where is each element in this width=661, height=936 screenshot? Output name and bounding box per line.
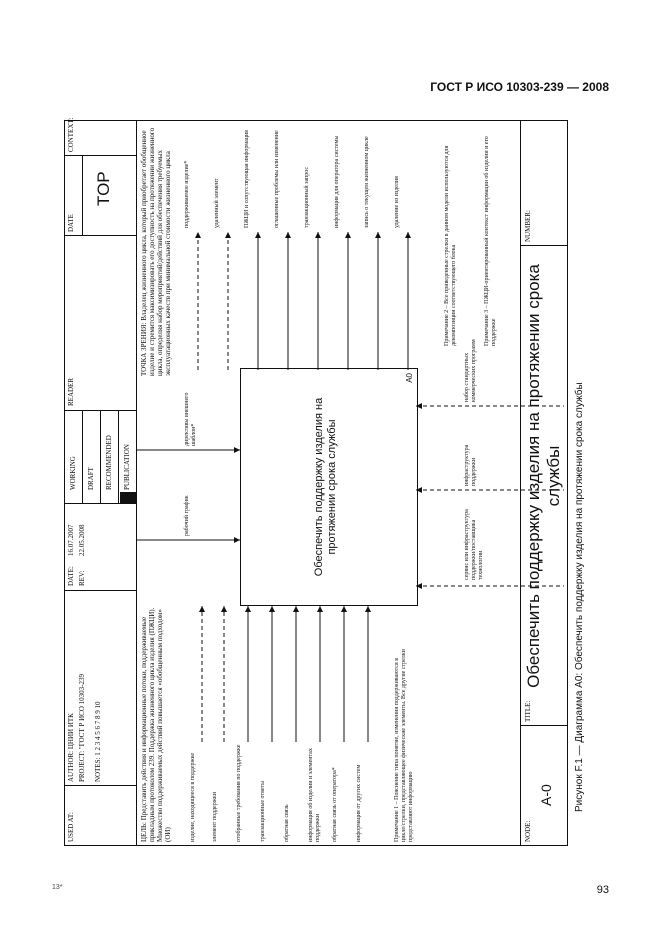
activity-number: А0 — [405, 373, 414, 383]
control-label: директивы внешнего шаблон* — [184, 392, 197, 446]
output-label: ПЖЦИ и сопутствующая информация — [244, 130, 250, 228]
context-top: TOP — [94, 171, 113, 206]
rev-label: REV: — [78, 570, 86, 586]
number-label: NUMBER: — [524, 210, 532, 242]
used-at-label: USED AT: — [67, 812, 75, 842]
page-mark: 13* — [52, 884, 63, 891]
output-label: информация для оператора системы — [334, 135, 340, 228]
standard-header: ГОСТ Р ИСО 10303-239 — 2008 — [430, 80, 609, 94]
control-label: рабочий график — [184, 495, 190, 536]
output-label: удаленный элемент — [214, 178, 220, 228]
date-label: DATE: — [67, 566, 75, 586]
status-draft: DRAFT — [87, 467, 95, 490]
title-divider — [520, 245, 568, 246]
node-label: NODE: — [524, 820, 532, 842]
status-publication: PUBLICATION — [123, 444, 131, 490]
reader-label: READER — [67, 378, 75, 406]
status-recommended: RECOMMENDED — [105, 435, 113, 490]
date-value: 16.07.2007 — [67, 524, 75, 556]
viewpoint-text: ТОЧКА ЗРЕНИЯ: Владелец жизненного цикла, который приобретает обобщенное изделие и стремится максимизировать его доступность на протяжении жизненного цикла, определяя набор мероприятий/действий для обеспечения требуемых эксплуатационных качеств при минимальной стоимости жизненного цикла — [140, 127, 172, 376]
node-value: А-0 — [538, 784, 554, 806]
input-label: изделие, находящееся в поддержке — [190, 752, 196, 842]
output-label: поддерживаемое изделие* — [184, 160, 190, 228]
project-field: PROJECT: "ГОСТ Р ИСО 10303-239 — [78, 674, 86, 782]
figure-caption: Рисунок F.1 — Диаграмма А0: Обеспечить поддержку изделия на протяжении срока службы — [574, 382, 585, 812]
input-label: информация об изделии и элементах поддержки — [308, 748, 321, 842]
note-3: Примечание 3 – ПЖЦИ-ориентированный контекст информации об изделии и его поддержке — [484, 136, 497, 346]
footer-divider — [520, 120, 521, 846]
input-label: транзакционные ответы — [260, 780, 266, 842]
input-label: информация от других систем — [356, 764, 362, 842]
page-number: 93 — [596, 884, 609, 896]
output-label: оглашенные проблемы или изменение — [274, 130, 280, 228]
author-field: AUTHOR: ЦНИИ ИТК — [67, 713, 75, 782]
node-divider — [520, 725, 568, 726]
activity-title: Обеспечить поддержку изделия на протяжении срока службы — [313, 397, 338, 577]
input-label: обратная связь — [284, 804, 290, 842]
idef0-diagram-sheet — [64, 117, 568, 846]
status-working: WORKING — [69, 456, 77, 490]
note-2: Примечание 2 – Все приведенные стрелки в данном модели используются для декомпозиции соответствующего блока — [444, 145, 457, 346]
input-label: обратная связь от оператора* — [332, 767, 338, 842]
footer-title: Обеспечить поддержку изделия на протяжении срока службы — [524, 264, 563, 688]
mechanism-label: инфраструктура поддержки — [464, 444, 477, 486]
output-label: запись о текущем жизненном цикле — [364, 136, 370, 228]
output-label: удаление из изделия — [394, 176, 400, 228]
output-label: транзакционный запрос — [304, 166, 310, 228]
rev-value: 22.05.2008 — [78, 524, 86, 556]
note-1: Примечание 1 – Пояснение типа понятие, изменения поддерживаются в цикле/стрелки, представляющее физические элементы. Все другие стрелки представляют информацию — [394, 649, 414, 842]
mechanism-label: сервис или инфраструктура поддержки/поставщика технологии — [464, 509, 484, 580]
reader-date-label: DATE — [67, 214, 75, 232]
mechanism-label: набор стандартных коммерческих программ — [464, 339, 477, 402]
input-label: отобранные требования по поддержке — [236, 744, 242, 842]
context-label: CONTEXT: — [67, 117, 75, 152]
title-label: TITLE: — [524, 700, 532, 722]
input-label: элемент поддержки — [212, 792, 218, 842]
notes-field: NOTES: 1 2 3 4 5 6 7 8 9 10 — [94, 701, 102, 782]
purpose-text: ЦЕЛЬ: Представить действия и информационные потоки, поддерживаемые прикладным протоколом 239. Поддержка жизненного цикла изделия (ПЖЦИ). Множество поддерживаемых действий повышается «обобщенным подходом» (ОИ) — [140, 607, 172, 842]
